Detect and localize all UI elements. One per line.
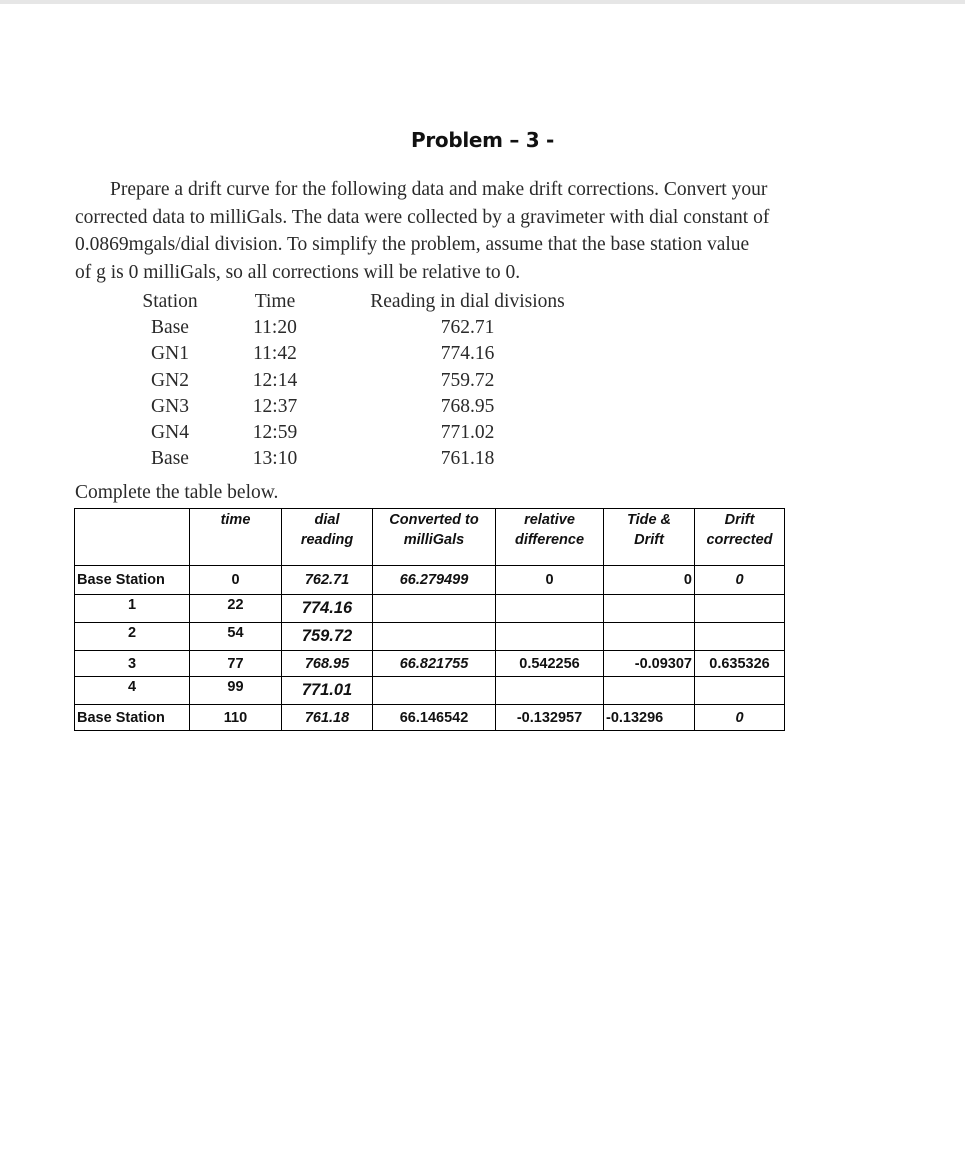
answer-table	[74, 508, 785, 731]
row-relative	[496, 623, 604, 651]
answer-table-header	[75, 509, 785, 566]
row-tide: -0.09307	[604, 651, 695, 677]
paragraph-line: 0.0869mgals/dial division. To simplify the problem, assume that the base station value	[75, 234, 750, 255]
row-dial: 768.95	[282, 651, 373, 677]
row-dial: 759.72	[282, 623, 373, 651]
station-reading: 759.72	[440, 369, 495, 391]
header-line: difference	[514, 532, 585, 548]
row-station: 4	[75, 677, 190, 705]
row-station: 1	[75, 595, 190, 623]
station-name: GN4	[151, 421, 189, 443]
row-station: Base Station	[75, 705, 190, 731]
complete-table-label: Complete the table below.	[75, 482, 279, 503]
row-time: 77	[190, 651, 282, 677]
row-corrected: 0	[695, 566, 785, 595]
header-time: time	[190, 509, 282, 566]
top-border	[0, 0, 965, 4]
row-tide	[604, 623, 695, 651]
header-line: Drift	[724, 512, 755, 528]
table-row	[75, 566, 785, 595]
header-line: Drift	[634, 532, 664, 548]
row-time: 99	[190, 677, 282, 705]
row-station: Base Station	[75, 566, 190, 595]
table-row	[75, 705, 785, 731]
row-dial: 771.01	[282, 677, 373, 705]
header-line: milliGals	[403, 532, 465, 548]
station-name: GN2	[151, 369, 189, 391]
row-tide	[604, 677, 695, 705]
row-time: 0	[190, 566, 282, 595]
table-row	[75, 595, 785, 623]
row-dial: 774.16	[282, 595, 373, 623]
row-relative: 0	[496, 566, 604, 595]
row-dial: 761.18	[282, 705, 373, 731]
row-converted	[373, 623, 496, 651]
row-relative: -0.132957	[496, 705, 604, 731]
table-row	[75, 623, 785, 651]
row-tide: -0.13296	[604, 705, 695, 731]
row-corrected	[695, 677, 785, 705]
header-line: corrected	[706, 532, 773, 548]
row-dial: 762.71	[282, 566, 373, 595]
row-tide	[604, 595, 695, 623]
row-relative	[496, 677, 604, 705]
problem-paragraph	[75, 176, 890, 286]
paragraph-line: Prepare a drift curve for the following data and make drift corrections. Convert your	[110, 179, 768, 200]
row-corrected	[695, 623, 785, 651]
station-time: 11:42	[253, 343, 297, 365]
row-time: 54	[190, 623, 282, 651]
header-reading: Reading in dial divisions	[370, 291, 565, 312]
header-line: Converted to	[389, 512, 479, 528]
header-dial-reading	[282, 509, 373, 566]
station-reading: 761.18	[440, 448, 495, 470]
row-converted: 66.821755	[373, 651, 496, 677]
row-time: 110	[190, 705, 282, 731]
station-name: GN3	[151, 395, 189, 417]
row-corrected: 0	[695, 705, 785, 731]
station-time: 11:20	[253, 317, 297, 339]
row-station: 2	[75, 623, 190, 651]
header-converted	[373, 509, 496, 566]
table-row	[75, 677, 785, 705]
row-tide: 0	[604, 566, 695, 595]
paragraph-line: of g is 0 milliGals, so all corrections will be relative to 0.	[75, 261, 521, 283]
station-name: GN1	[151, 343, 189, 365]
row-corrected: 0.635326	[695, 651, 785, 677]
row-converted: 66.146542	[373, 705, 496, 731]
station-reading: 771.02	[440, 421, 495, 443]
station-reading: 768.95	[440, 395, 495, 417]
header-tide-drift	[604, 509, 695, 566]
header-line: relative	[524, 512, 575, 528]
header-time: Time	[254, 291, 296, 312]
station-time: 12:14	[252, 369, 298, 391]
row-time: 22	[190, 595, 282, 623]
header-line: dial	[314, 512, 340, 528]
row-station: 3	[75, 651, 190, 677]
station-time: 13:10	[252, 448, 298, 470]
station-reading: 762.71	[440, 317, 495, 339]
row-corrected	[695, 595, 785, 623]
paragraph-line: corrected data to milliGals. The data were collected by a gravimeter with dial constant of	[75, 206, 770, 228]
row-relative	[496, 595, 604, 623]
header-line: reading	[300, 532, 354, 548]
header-station-blank	[75, 509, 190, 566]
page-title: Problem – 3 -	[410, 128, 555, 152]
header-drift-corrected	[695, 509, 785, 566]
header-station: Station	[142, 291, 198, 312]
station-time: 12:59	[252, 421, 298, 443]
row-converted	[373, 595, 496, 623]
header-relative	[496, 509, 604, 566]
table-row	[75, 651, 785, 677]
row-converted	[373, 677, 496, 705]
station-reading: 774.16	[440, 343, 495, 365]
station-name: Base	[151, 448, 189, 470]
station-name: Base	[151, 317, 189, 339]
row-converted: 66.279499	[373, 566, 496, 595]
header-line: Tide &	[626, 512, 672, 528]
station-time: 12:37	[252, 395, 298, 417]
row-relative: 0.542256	[496, 651, 604, 677]
